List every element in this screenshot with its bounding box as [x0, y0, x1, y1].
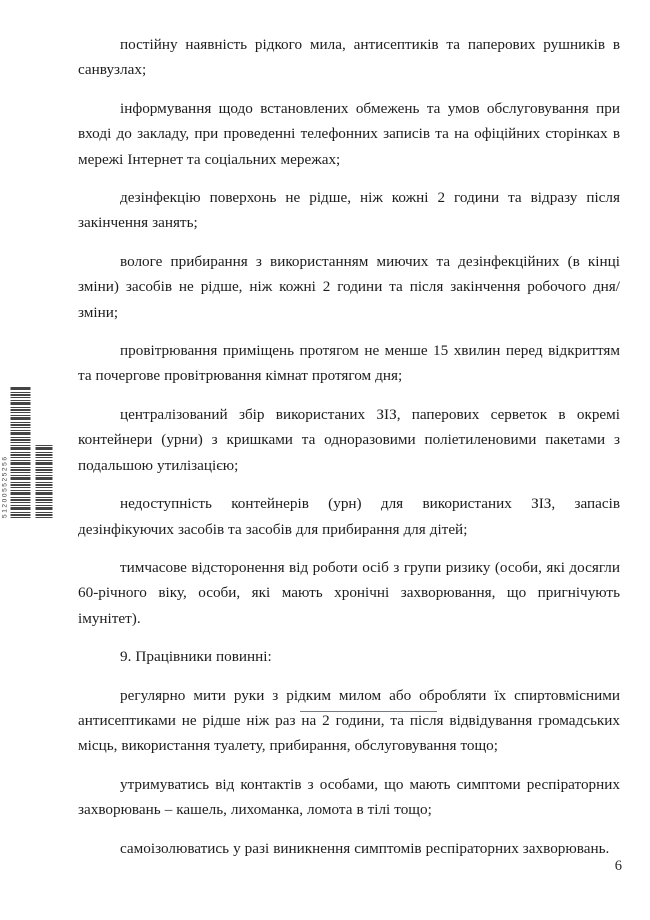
paragraph-risk-group: тимчасове відсторонення від роботи осіб з групи ризику (особи, які досягли 60-річного віку, особи, які мають хронічні захворювання, що пригнічують імунітет).	[78, 558, 620, 627]
signature-rule	[300, 711, 437, 712]
paragraph-disinfection: дезінфекцію поверхонь не рідше, ніж кожні 2 години та відразу після закінчення занять;	[78, 189, 620, 232]
paragraph-wet-cleaning: вологе прибирання з використанням миючих та дезінфекційних (в кінці зміни) засобів не рідше, ніж кожні 2 години та після закінчення робочого дня/зміни;	[78, 252, 620, 321]
paragraph-wash-hands: регулярно мити руки з рідким милом або обробляти їх спиртовмісними антисептиками не рідше ніж раз на 2 години, та після відвідування громадських місць, використання туалету, прибирання, обслуговування тощо;	[78, 686, 620, 755]
paragraph-waste-collection: централізований збір використаних ЗІЗ, паперових серветок в окремі контейнери (урни) з кришками та одноразовими поліетиленовими пакетами з подальшою утилізацією;	[78, 405, 620, 474]
document-body	[78, 32, 620, 861]
barcode-bars-primary	[11, 386, 31, 518]
paragraph-ventilation: провітрювання приміщень протягом не менше 15 хвилин перед відкриттям та почергове провітрювання кімнат протягом дня;	[78, 342, 620, 385]
paragraph-avoid-contact: утримуватись від контактів з особами, що мають симптоми респіраторних захворювань – кашель, лихоманка, ломота в тілі тощо;	[78, 775, 620, 819]
paragraph-containers-inaccessible: недоступність контейнерів (урн) для використаних ЗІЗ, запасів дезінфікуючих засобів та засобів для прибирання для дітей;	[78, 495, 620, 538]
barcode-digits-top: 512005525256	[1, 455, 9, 518]
paragraph-soap: постійну наявність рідкого мила, антисептиків та паперових рушників в санвузлах;	[78, 36, 620, 79]
paragraph-self-isolate: самоізолюватись у разі виникнення симптомів респіраторних захворювань.	[120, 839, 610, 857]
barcode-bars-secondary	[36, 444, 53, 518]
document-registration-barcode	[1, 368, 42, 518]
section-9-heading: 9. Працівники повинні:	[120, 648, 272, 666]
paragraph-informing: інформування щодо встановлених обмежень та умов обслуговування при вході до закладу, при проведенні телефонних записів та на офіційних сторінках в мережі Інтернет та соціальних мережах;	[78, 99, 620, 168]
page-number: 6	[614, 858, 622, 874]
